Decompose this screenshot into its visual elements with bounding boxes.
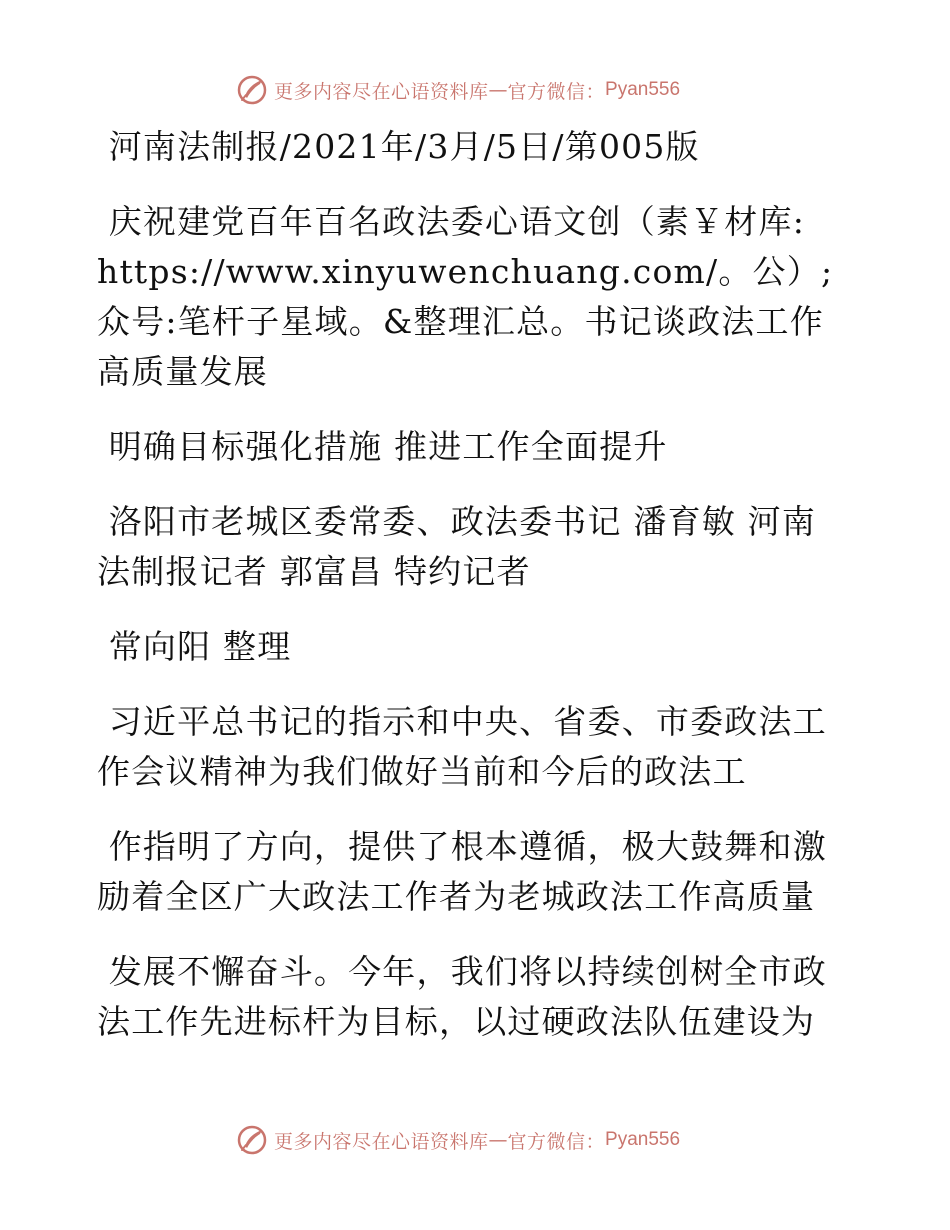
watermark-text: 更多内容尽在心语资料库: [274, 80, 489, 103]
brush-pen-logo-icon: [236, 74, 268, 106]
watermark-wechat-id: Pyan556: [605, 79, 681, 100]
document-body: [97, 122, 837, 1072]
paragraph-byline: 洛阳市老城区委常委、政法委书记 潘育敏 河南法制报记者 郭富昌 特约记者: [97, 502, 817, 591]
watermark-wechat-label: 官方微信：: [507, 1130, 606, 1153]
paragraph-body-1: 习近平总书记的指示和中央、省委、市委政法工作会议精神为我们做好当前和今后的政法工: [97, 702, 827, 791]
footer-watermark: [236, 1122, 680, 1158]
brush-pen-logo-icon: [236, 1124, 268, 1156]
paragraph-source: 河南法制报/2021年/3月/5日/第005版: [97, 127, 700, 166]
watermark-separator: —: [488, 1129, 508, 1151]
paragraph-body-2: 作指明了方向，提供了根本遵循，极大鼓舞和激励着全区广大政法工作者为老城政法工作高质量: [97, 827, 827, 916]
watermark-text: 更多内容尽在心语资料库: [274, 1130, 489, 1153]
paragraph-headline: 明确目标强化措施 推进工作全面提升: [97, 427, 668, 466]
watermark-wechat-id: Pyan556: [605, 1129, 681, 1150]
watermark-separator: —: [488, 79, 508, 101]
paragraph-editor: 常向阳 整理: [97, 627, 292, 666]
paragraph-series-title: 庆祝建党百年百名政法委心语文创（素￥材库: https://www.xinyuwenchuang.com/。公）;众号:笔杆子星域。&整理汇总。书记谈政法工作高质量发展: [97, 202, 834, 391]
watermark-wechat-label: 官方微信：: [507, 80, 606, 103]
header-watermark: [236, 72, 680, 108]
paragraph-body-3: 发展不懈奋斗。今年，我们将以持续创树全市政法工作先进标杆为目标，以过硬政法队伍建设为: [97, 952, 827, 1041]
